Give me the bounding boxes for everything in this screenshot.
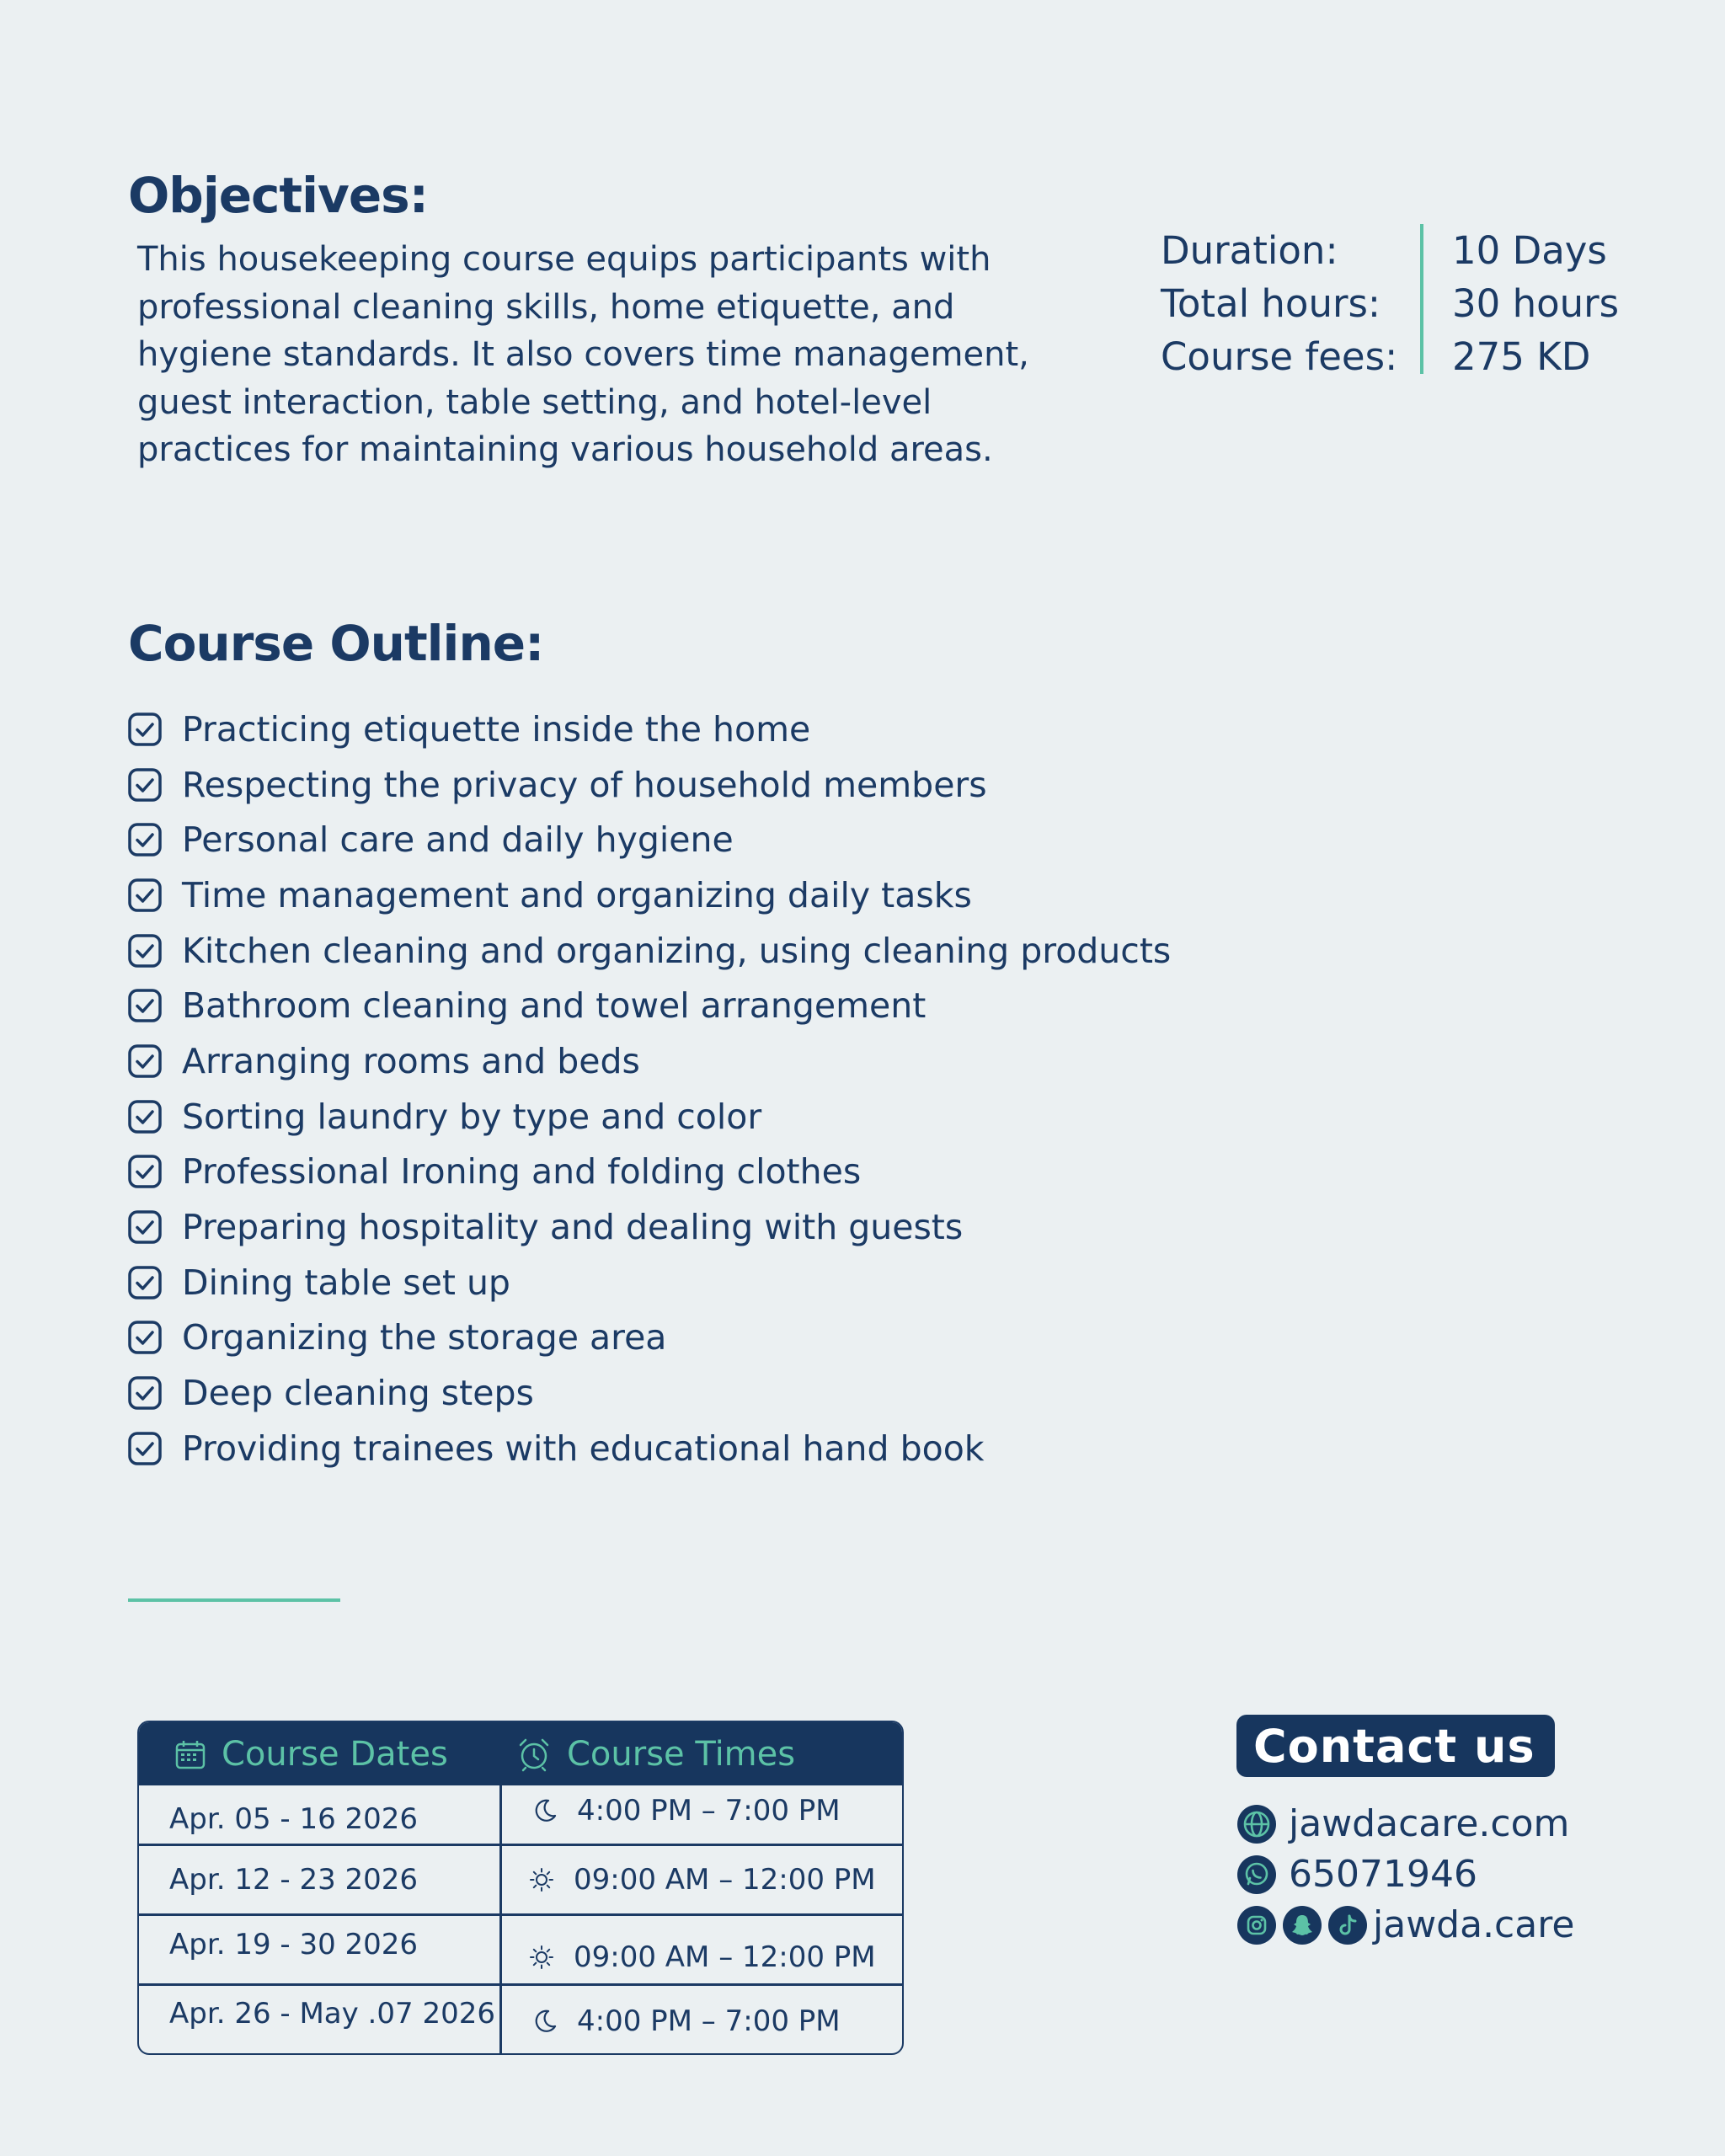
outline-item [126, 1255, 1171, 1310]
schedule-time-label: 09:00 AM – 12:00 PM [574, 1863, 876, 1897]
social-handle[interactable]: jawda.care [1373, 1903, 1575, 1946]
outline-item-label: Kitchen cleaning and organizing, using cleaning products [182, 930, 1172, 971]
checkbox-checked-icon [126, 987, 163, 1024]
duration-value: 10 Days [1452, 228, 1607, 273]
outline-item-label: Arranging rooms and beds [182, 1040, 640, 1081]
outline-item [126, 1199, 1171, 1255]
schedule-date-cell: Apr. 05 - 16 2026 [169, 1802, 419, 1836]
outline-item-label: Practicing etiquette inside the home [182, 708, 811, 750]
course-times-label: Course Times [567, 1734, 796, 1774]
checkbox-checked-icon [126, 877, 163, 914]
course-outline-list [126, 702, 1171, 1476]
instagram-icon[interactable] [1236, 1905, 1277, 1945]
outline-item [126, 867, 1171, 923]
moon-icon [531, 1797, 558, 1824]
details-labels [1161, 224, 1422, 383]
outline-item-label: Deep cleaning steps [182, 1373, 534, 1414]
outline-item-label: Providing trainees with educational hand book [182, 1428, 985, 1469]
outline-item [126, 1089, 1171, 1145]
sun-icon [528, 1866, 555, 1893]
course-outline-title: Course Outline: [128, 615, 544, 672]
schedule-time-label: 4:00 PM – 7:00 PM [577, 2004, 841, 2038]
course-schedule-table [137, 1721, 904, 2055]
duration-label: Duration: [1161, 228, 1338, 273]
outline-item [126, 1421, 1171, 1476]
checkbox-checked-icon [126, 1209, 163, 1246]
schedule-time-label: 4:00 PM – 7:00 PM [577, 1794, 841, 1828]
checkbox-checked-icon [126, 1098, 163, 1135]
schedule-header [139, 1722, 902, 1785]
calendar-icon [174, 1738, 206, 1770]
schedule-date-cell: Apr. 19 - 30 2026 [169, 1928, 419, 1961]
outline-item-label: Respecting the privacy of household members [182, 764, 987, 805]
outline-item [126, 757, 1171, 813]
outline-item-label: Sorting laundry by type and color [182, 1096, 762, 1137]
outline-item [126, 978, 1171, 1033]
details-values [1452, 224, 1654, 383]
outline-item-label: Personal care and daily hygiene [182, 819, 734, 861]
whatsapp-icon [1236, 1854, 1277, 1895]
checkbox-checked-icon [126, 932, 163, 969]
objectives-description: This housekeeping course equips participants with professional cleaning skills, home etiquette, and hygiene standards. It also covers time management, guest interaction, table setting, and hotel-level practices for maintaining various household areas. [137, 240, 1029, 469]
checkbox-checked-icon [126, 766, 163, 803]
outline-item [126, 1145, 1171, 1200]
schedule-time-label: 09:00 AM – 12:00 PM [574, 1940, 876, 1974]
objectives-title: Objectives: [128, 167, 428, 224]
website-link[interactable]: jawdacare.com [1289, 1802, 1570, 1845]
checkbox-checked-icon [126, 1043, 163, 1080]
schedule-time-cell [499, 1985, 904, 2055]
social-icons [1236, 1905, 1373, 1945]
alarm-clock-icon [516, 1737, 552, 1772]
outline-item [126, 812, 1171, 867]
total-hours-label: Total hours: [1161, 281, 1381, 326]
total-hours-value: 30 hours [1452, 281, 1620, 326]
outline-item [126, 702, 1171, 757]
checkbox-checked-icon [126, 711, 163, 748]
outline-item-label: Bathroom cleaning and towel arrangement [182, 985, 927, 1027]
outline-item [126, 923, 1171, 979]
checkbox-checked-icon [126, 821, 163, 858]
sun-icon [528, 1944, 555, 1971]
schedule-time-cell [499, 1785, 904, 1836]
checkbox-checked-icon [126, 1430, 163, 1467]
contact-social[interactable] [1236, 1903, 1574, 1946]
outline-item [126, 1365, 1171, 1421]
schedule-date-cell: Apr. 26 - May .07 2026 [169, 1997, 495, 2031]
phone-number[interactable]: 65071946 [1289, 1853, 1477, 1896]
outline-item-label: Preparing hospitality and dealing with guests [182, 1207, 964, 1248]
course-fees-label: Course fees: [1161, 334, 1398, 379]
outline-item-label: Dining table set up [182, 1262, 510, 1303]
globe-icon [1236, 1804, 1277, 1844]
accent-divider [128, 1598, 340, 1602]
outline-item-label: Professional Ironing and folding clothes [182, 1151, 862, 1193]
schedule-date-cell: Apr. 12 - 23 2026 [169, 1863, 419, 1897]
contact-website[interactable] [1236, 1802, 1569, 1845]
checkbox-checked-icon [126, 1319, 163, 1356]
course-dates-header [174, 1722, 448, 1785]
course-dates-label: Course Dates [222, 1734, 448, 1774]
outline-item [126, 1033, 1171, 1089]
checkbox-checked-icon [126, 1264, 163, 1301]
tiktok-icon[interactable] [1327, 1905, 1368, 1945]
checkbox-checked-icon [126, 1153, 163, 1190]
course-times-header [516, 1722, 795, 1785]
course-fees-value: 275 KD [1452, 334, 1591, 379]
details-divider [1420, 224, 1423, 374]
snapchat-icon[interactable] [1282, 1905, 1322, 1945]
outline-item-label: Time management and organizing daily tasks [182, 874, 972, 915]
moon-icon [531, 2008, 558, 2035]
outline-item-label: Organizing the storage area [182, 1317, 667, 1358]
schedule-time-cell [499, 1846, 904, 1913]
checkbox-checked-icon [126, 1374, 163, 1412]
contact-us-badge: Contact us [1236, 1715, 1555, 1777]
outline-item [126, 1310, 1171, 1366]
contact-phone[interactable] [1236, 1853, 1477, 1896]
